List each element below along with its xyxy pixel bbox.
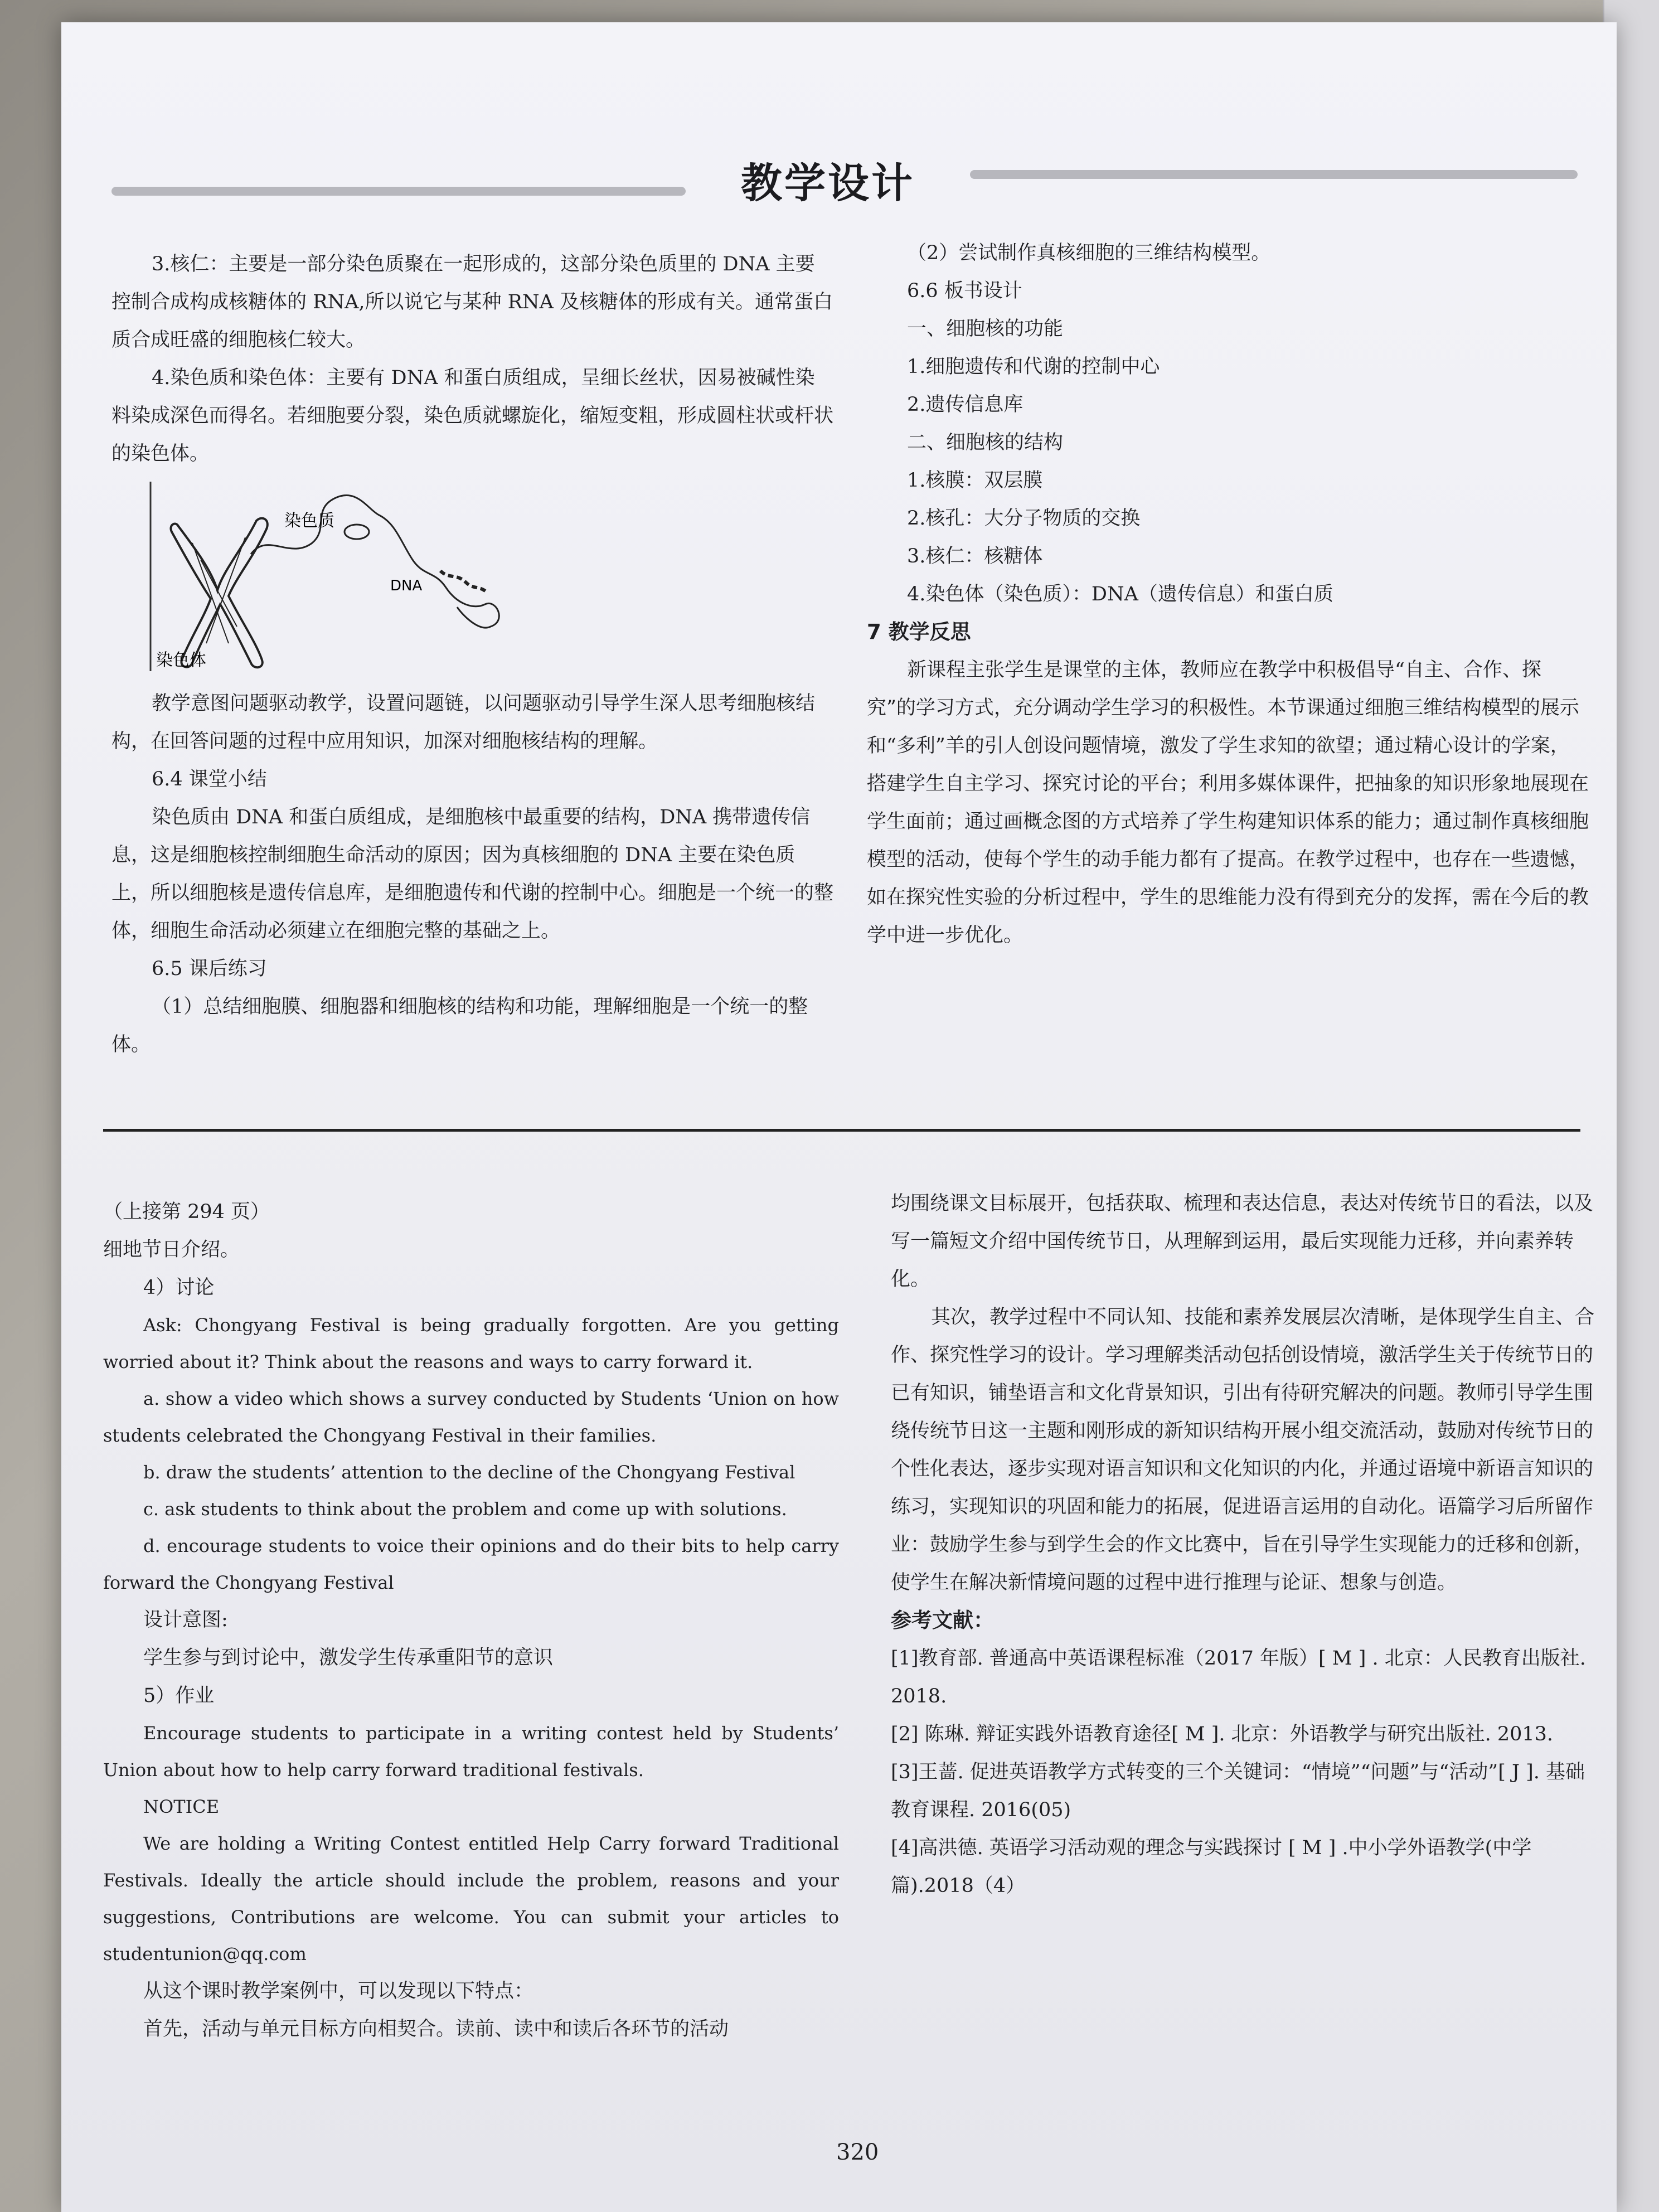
paragraph-practice-2: （2）尝试制作真核细胞的三维结构模型。 xyxy=(907,242,1271,264)
board-line: 一、细胞核的功能 xyxy=(907,318,1064,340)
paragraph-summary: 染色质由 DNA 和蛋白质组成，是细胞核中最重要的结构，DNA 携带遗传信息，这是细胞核控制细胞生命活动的原因；因为真核细胞的 DNA 主要在染色质上，所以细胞核是遗传信息库，是细胞遗传和代谢的控制中心。细胞是一个统一的整体，细胞生命活动必须建立在细胞完整的基础之上。 xyxy=(111,806,834,942)
bottom-left-column xyxy=(103,1193,839,2048)
paragraph-reflection: 新课程主张学生是课堂的主体，教师应在教学中积极倡导“自主、合作、探究”的学习方式，充分调动学生学习的积极性。本节课通过细胞三维结构模型的展示和“多利”羊的引人创设问题情境，激发了学生求知的欲望；通过精心设计的学案，搭建学生自主学习、探究讨论的平台；利用多媒体课件，把抽象的知识形象地展现在学生面前；通过画概念图的方式培养了学生构建知识体系的能力；通过制作真核细胞模型的活动，使每个学生的动手能力都有了提高。在教学过程中，也存在一些遗憾，如在探究性实验的分析过程中，学生的思维能力没有得到充分的发挥，需在今后的教学中进一步优化。 xyxy=(867,659,1589,947)
board-line: 2.遗传信息库 xyxy=(907,394,1023,416)
bottom-right-column xyxy=(891,1185,1600,1905)
design-intent-label: 设计意图: xyxy=(143,1609,228,1631)
paragraph-second: 其次，教学过程中不同认知、技能和素养发展层次清晰，是体现学生自主、合作、探究性学习的设计。学习理解类活动包括创设情境，激活学生关于传统节日的已有知识，铺垫语言和文化背景知识，引出有待研究解决的问题。教师引导学生围绕传统节日这一主题和刚形成的新知识结构开展小组交流活动，鼓励对传统节日的个性化表达，逐步实现对语言知识和文化知识的内化，并通过语境中新语言知识的练习，实现知识的巩固和能力的拓展，促进语言运用的自动化。语篇学习后所留作业：鼓励学生参与到学生会的作文比赛中，旨在引导学生实现能力的迁移和创新，使学生在解决新情境问题的过程中进行推理与论证、想象与创造。 xyxy=(891,1306,1595,1594)
header-rule-left xyxy=(111,187,686,196)
label-chromosome: 染色体 xyxy=(156,651,206,670)
step-a: a. show a video which shows a survey conducted by Students ‘Union on how students celebrated the Chongyang Festival in their families. xyxy=(103,1388,839,1446)
label-chromatin: 染色质 xyxy=(284,511,334,531)
notice-body: We are holding a Writing Contest entitled Help Carry forward Traditional Festivals. Ideally the article should include the problem, reasons and your suggestions, Contributions are welcome. You can submit your articles to studentunion@qq.com xyxy=(103,1833,839,1964)
section-divider xyxy=(103,1129,1580,1132)
paragraph-chromatin: 4.染色质和染色体：主要有 DNA 和蛋白质组成，呈细长丝状，因易被碱性染料染成深色而得名。若细胞要分裂，染色质就螺旋化，缩短变粗，形成圆柱状或杆状的染色体。 xyxy=(111,367,834,465)
design-intent: 学生参与到讨论中，激发学生传承重阳节的意识 xyxy=(143,1647,554,1669)
top-left-column xyxy=(111,245,833,1064)
heading-teaching-reflection: 7 教学反思 xyxy=(867,620,971,644)
page-number: 320 xyxy=(836,2140,879,2165)
heading-homework-practice: 6.5 课后练习 xyxy=(152,958,267,980)
reference-item: [3]王蔷. 促进英语教学方式转变的三个关键词：“情境”“问题”与“活动”[ J ]. 基础教育课程. 2016(05) xyxy=(891,1761,1585,1821)
continued-note: （上接第 294 页） xyxy=(103,1201,270,1223)
paragraph-homework: Encourage students to participate in a writing contest held by Students’ Union about how to help carry forward traditional festivals. xyxy=(103,1723,839,1781)
board-line: 2.核孔：大分子物质的交换 xyxy=(907,507,1141,530)
board-line: 3.核仁：核糖体 xyxy=(907,545,1043,567)
reference-item: [4]高洪德. 英语学习活动观的理念与实践探讨 [ M ] .中小学外语教学(中学篇).2018（4） xyxy=(891,1837,1532,1897)
paragraph-teaching-intent: 教学意图问题驱动教学，设置问题链，以问题驱动引导学生深人思考细胞核结构，在回答问题的过程中应用知识，加深对细胞核结构的理解。 xyxy=(111,692,816,753)
notice-title: NOTICE xyxy=(143,1796,220,1817)
paragraph-ask: Ask: Chongyang Festival is being gradually forgotten. Are you getting worried about it? Think about the reasons and ways to carry forward it. xyxy=(103,1314,839,1372)
board-line: 4.染色体（染色质）：DNA（遗传信息）和蛋白质 xyxy=(907,583,1333,605)
heading-class-summary: 6.4 课堂小结 xyxy=(152,768,267,790)
board-line: 1.细胞遗传和代谢的控制中心 xyxy=(907,356,1160,378)
heading-board-design: 6.6 板书设计 xyxy=(907,280,1022,302)
reference-item: [2] 陈琳. 辩证实践外语教育途径[ M ]. 北京：外语教学与研究出版社. 2013. xyxy=(891,1723,1554,1745)
step-d: d. encourage students to voice their opinions and do their bits to help carry forward the Chongyang Festival xyxy=(103,1535,839,1593)
paragraph-festival-intro: 细地节日介绍。 xyxy=(103,1239,240,1261)
board-line: 1.核膜：双层膜 xyxy=(907,469,1043,492)
page-title: 教学设计 xyxy=(741,159,915,207)
chromatin-loop xyxy=(345,525,369,539)
paragraph-case-features: 从这个课时教学案例中，可以发现以下特点： xyxy=(143,1980,534,2002)
board-line: 二、细胞核的结构 xyxy=(907,431,1064,454)
header-rule-right xyxy=(970,170,1578,179)
heading-homework: 5）作业 xyxy=(143,1685,215,1707)
paragraph-first: 首先，活动与单元目标方向相契合。读前、读中和读后各环节的活动 xyxy=(143,2018,729,2040)
step-c: c. ask students to think about the problem and come up with solutions. xyxy=(143,1498,787,1520)
heading-references: 参考文献： xyxy=(891,1608,994,1632)
chromosome-drawing xyxy=(171,518,267,668)
label-dna: DNA xyxy=(390,578,423,594)
paragraph-nucleolus: 3.核仁：主要是一部分染色质聚在一起形成的，这部分染色质里的 DNA 主要控制合成构成核糖体的 RNA,所以说它与某种 RNA 及核糖体的形成有关。通常蛋白质合成旺盛的细胞核仁较大。 xyxy=(111,253,833,351)
step-b: b. draw the students’ attention to the decline of the Chongyang Festival xyxy=(143,1462,795,1483)
paragraph-continued: 均围绕课文目标展开，包括获取、梳理和表达信息，表达对传统节日的看法，以及写一篇短文介绍中国传统节日，从理解到运用，最后实现能力迁移，并向素养转化。 xyxy=(891,1192,1594,1291)
reference-item: [1]教育部. 普通高中英语课程标准（2017 年版）[ M ] . 北京：人民教育出版社. 2018. xyxy=(891,1647,1586,1707)
paragraph-practice-1: （1）总结细胞膜、细胞器和细胞核的结构和功能，理解细胞是一个统一的整体。 xyxy=(111,996,808,1056)
chromosome-figure xyxy=(145,476,524,677)
top-right-column xyxy=(867,234,1589,954)
heading-discussion: 4）讨论 xyxy=(143,1277,215,1299)
